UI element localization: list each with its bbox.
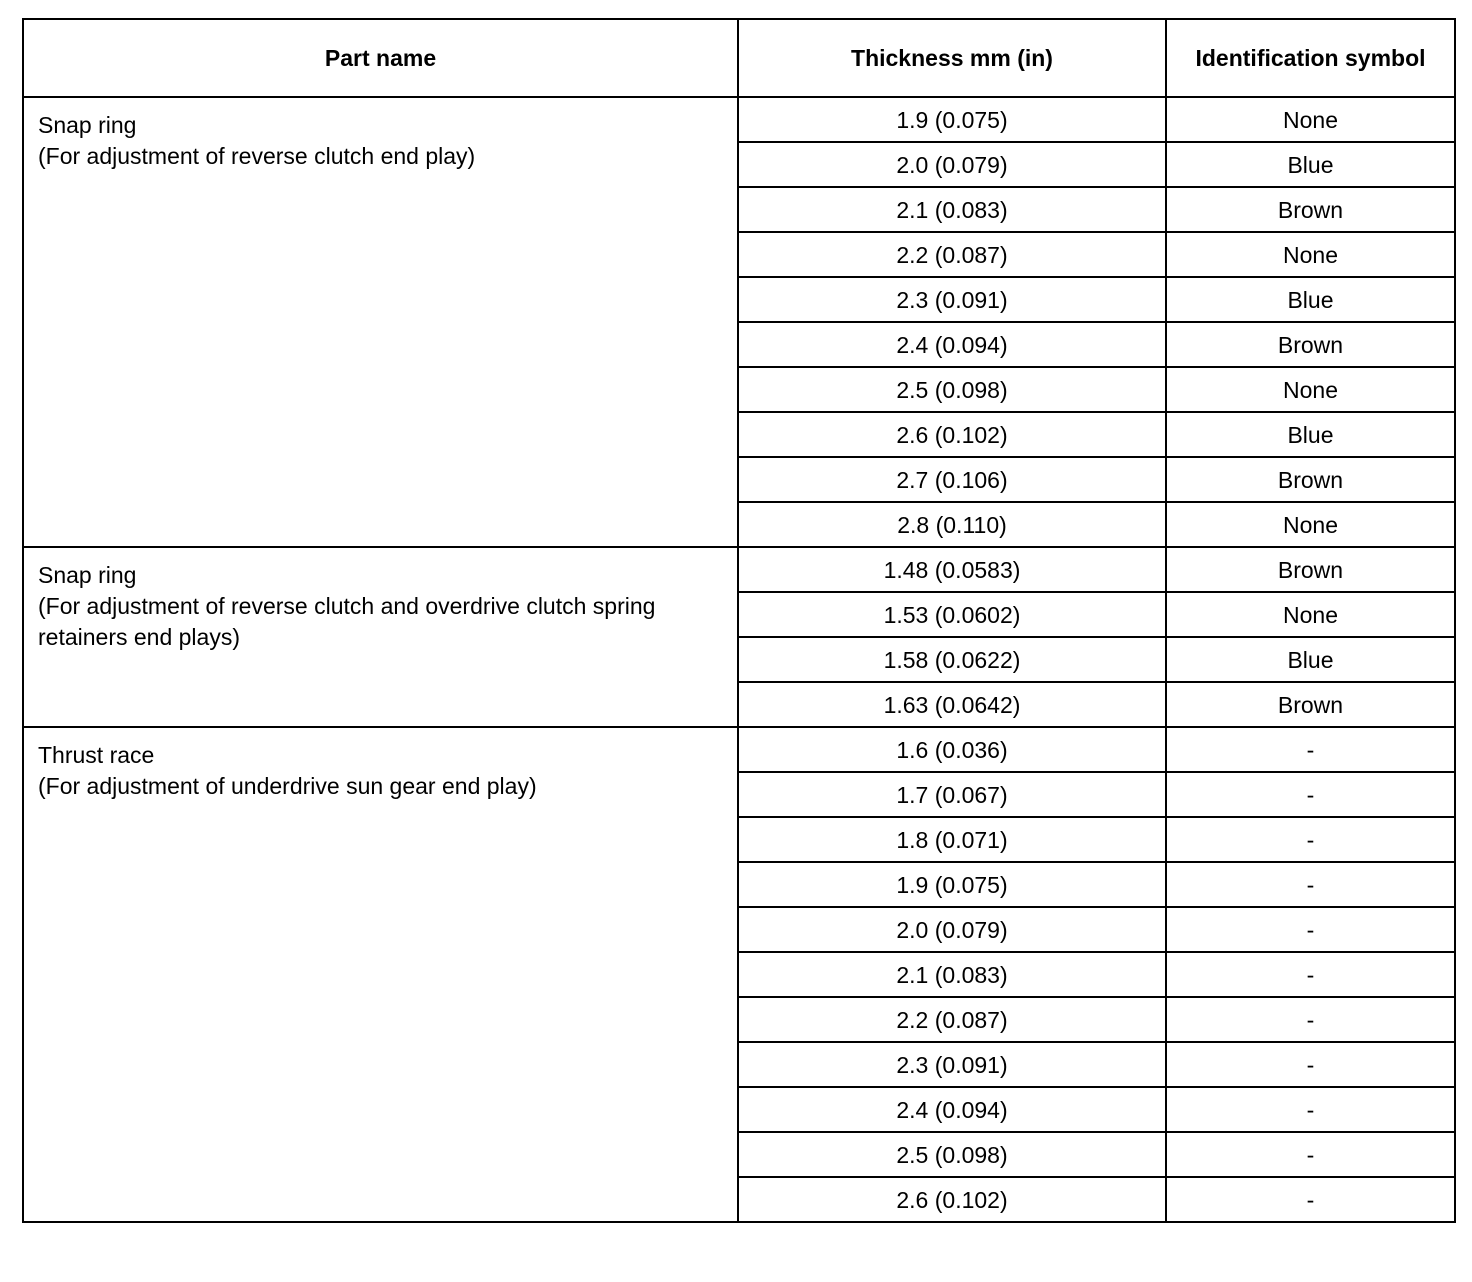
thickness-cell: 1.8 (0.071) <box>738 817 1166 862</box>
identification-cell: Brown <box>1166 682 1455 727</box>
thickness-cell: 1.9 (0.075) <box>738 862 1166 907</box>
thickness-cell: 1.53 (0.0602) <box>738 592 1166 637</box>
thickness-cell: 2.2 (0.087) <box>738 997 1166 1042</box>
identification-cell: None <box>1166 232 1455 277</box>
identification-cell: None <box>1166 97 1455 142</box>
part-purpose: (For adjustment of reverse clutch and overdrive clutch spring retainers end plays) <box>38 593 656 650</box>
header-identification: Identification symbol <box>1166 19 1455 97</box>
identification-cell: Brown <box>1166 322 1455 367</box>
identification-cell: - <box>1166 727 1455 772</box>
thickness-cell: 2.8 (0.110) <box>738 502 1166 547</box>
identification-cell: Brown <box>1166 457 1455 502</box>
part-name: Snap ring <box>38 562 137 588</box>
part-purpose: (For adjustment of reverse clutch end play) <box>38 143 476 169</box>
thickness-cell: 2.4 (0.094) <box>738 1087 1166 1132</box>
identification-cell: None <box>1166 367 1455 412</box>
thickness-cell: 2.7 (0.106) <box>738 457 1166 502</box>
thickness-cell: 2.1 (0.083) <box>738 187 1166 232</box>
part-purpose: (For adjustment of underdrive sun gear end play) <box>38 773 537 799</box>
thickness-cell: 2.4 (0.094) <box>738 322 1166 367</box>
identification-cell: None <box>1166 502 1455 547</box>
thickness-cell: 1.6 (0.036) <box>738 727 1166 772</box>
thickness-cell: 2.0 (0.079) <box>738 907 1166 952</box>
thickness-cell: 1.58 (0.0622) <box>738 637 1166 682</box>
table-row <box>23 727 1455 772</box>
thickness-cell: 2.1 (0.083) <box>738 952 1166 997</box>
identification-cell: Blue <box>1166 637 1455 682</box>
part-name-cell <box>23 97 738 547</box>
part-name: Thrust race <box>38 742 155 768</box>
identification-cell: - <box>1166 1087 1455 1132</box>
identification-cell: Blue <box>1166 277 1455 322</box>
identification-cell: - <box>1166 997 1455 1042</box>
thickness-cell: 1.63 (0.0642) <box>738 682 1166 727</box>
thickness-cell: 2.2 (0.087) <box>738 232 1166 277</box>
spec-table <box>22 18 1456 1223</box>
thickness-cell: 2.5 (0.098) <box>738 1132 1166 1177</box>
identification-cell: - <box>1166 1177 1455 1222</box>
table-row <box>23 97 1455 142</box>
thickness-cell: 2.3 (0.091) <box>738 277 1166 322</box>
thickness-cell: 2.5 (0.098) <box>738 367 1166 412</box>
header-row <box>23 19 1455 97</box>
thickness-cell: 1.7 (0.067) <box>738 772 1166 817</box>
identification-cell: Brown <box>1166 547 1455 592</box>
identification-cell: - <box>1166 772 1455 817</box>
header-thickness: Thickness mm (in) <box>738 19 1166 97</box>
identification-cell: Blue <box>1166 142 1455 187</box>
identification-cell: - <box>1166 1132 1455 1177</box>
thickness-cell: 1.9 (0.075) <box>738 97 1166 142</box>
part-name: Snap ring <box>38 112 137 138</box>
thickness-cell: 2.6 (0.102) <box>738 1177 1166 1222</box>
part-name-cell <box>23 547 738 727</box>
identification-cell: None <box>1166 592 1455 637</box>
identification-cell: - <box>1166 907 1455 952</box>
thickness-cell: 2.6 (0.102) <box>738 412 1166 457</box>
table-body <box>23 97 1455 1222</box>
table-header <box>23 19 1455 97</box>
identification-cell: - <box>1166 817 1455 862</box>
thickness-cell: 2.0 (0.079) <box>738 142 1166 187</box>
thickness-cell: 2.3 (0.091) <box>738 1042 1166 1087</box>
thickness-cell: 1.48 (0.0583) <box>738 547 1166 592</box>
header-part-name: Part name <box>23 19 738 97</box>
identification-cell: Blue <box>1166 412 1455 457</box>
part-name-cell <box>23 727 738 1222</box>
table-row <box>23 547 1455 592</box>
identification-cell: - <box>1166 1042 1455 1087</box>
identification-cell: - <box>1166 862 1455 907</box>
identification-cell: Brown <box>1166 187 1455 232</box>
identification-cell: - <box>1166 952 1455 997</box>
